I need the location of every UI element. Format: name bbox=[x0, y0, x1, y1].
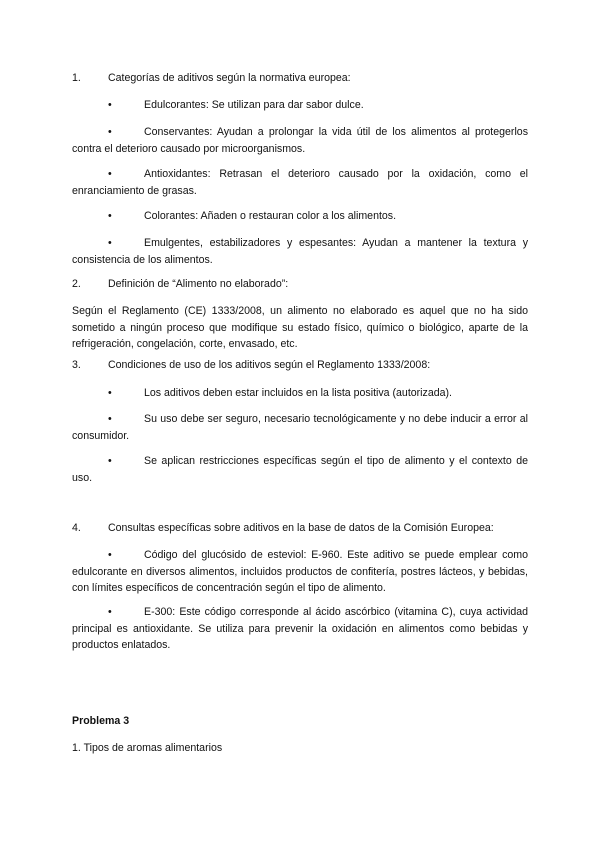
bullet-text: Su uso debe ser seguro, necesario tecnológicamente y no debe inducir a error al consumidor. bbox=[72, 413, 528, 442]
bullet-text: Colorantes: Añaden o restauran color a los alimentos. bbox=[144, 210, 397, 222]
section-3-title: Condiciones de uso de los aditivos según el Reglamento 1333/2008: bbox=[108, 359, 431, 371]
section-2-title: Definición de “Alimento no elaborado”: bbox=[108, 278, 289, 290]
section-4-bullet-1 bbox=[72, 547, 528, 597]
section-2-number: 2. bbox=[72, 278, 81, 290]
section-3-bullet-2 bbox=[72, 411, 528, 444]
bullet-text: Los aditivos deben estar incluidos en la lista positiva (autorizada). bbox=[144, 387, 452, 399]
bullet-text: Conservantes: Ayudan a prolongar la vida útil de los alimentos al protegerlos contra el deterioro causado por microorganismos. bbox=[72, 126, 528, 155]
section-4-heading bbox=[72, 520, 528, 537]
section-4-number: 4. bbox=[72, 522, 81, 534]
bullet-icon: • bbox=[108, 549, 112, 561]
section-1-bullet-3 bbox=[72, 166, 528, 199]
section-1-bullet-5 bbox=[72, 235, 528, 268]
section-1-bullet-1 bbox=[72, 97, 528, 114]
section-4-bullet-2 bbox=[72, 604, 528, 654]
problem-3-item-1: 1. Tipos de aromas alimentarios bbox=[72, 742, 223, 754]
section-3-bullet-1 bbox=[72, 385, 528, 402]
bullet-text: Antioxidantes: Retrasan el deterioro causado por la oxidación, como el enranciamiento de grasas. bbox=[72, 168, 528, 197]
section-4-title: Consultas específicas sobre aditivos en la base de datos de la Comisión Europea: bbox=[108, 522, 494, 534]
bullet-icon: • bbox=[108, 387, 112, 399]
section-2-heading bbox=[72, 276, 528, 293]
bullet-text: Código del glucósido de esteviol: E-960. Este aditivo se puede emplear como edulcorante en diversos alimentos, incluidos productos de confitería, postres lácteos, y bebidas, con límites específicos de concentración según el tipo de alimento. bbox=[72, 549, 528, 594]
bullet-text: Se aplican restricciones específicas según el tipo de alimento y el contexto de uso. bbox=[72, 455, 528, 484]
section-2-paragraph: Según el Reglamento (CE) 1333/2008, un alimento no elaborado es aquel que no ha sido sometido a ningún proceso que modifique su estado físico, químico o biológico, aparte de la refrigeración, congelación, corte, envasado, etc. bbox=[72, 305, 528, 350]
bullet-icon: • bbox=[108, 210, 112, 222]
section-1-title: Categorías de aditivos según la normativa europea: bbox=[108, 72, 351, 84]
bullet-text: Emulgentes, estabilizadores y espesantes: Ayudan a mantener la textura y consistencia de los alimentos. bbox=[72, 237, 528, 266]
bullet-icon: • bbox=[108, 99, 112, 111]
bullet-icon: • bbox=[108, 168, 112, 180]
section-3-bullet-3 bbox=[72, 453, 528, 486]
section-3-heading bbox=[72, 357, 528, 374]
bullet-icon: • bbox=[108, 126, 112, 138]
bullet-icon: • bbox=[108, 413, 112, 425]
section-1-heading bbox=[72, 70, 528, 87]
bullet-icon: • bbox=[108, 606, 112, 618]
bullet-icon: • bbox=[108, 237, 112, 249]
bullet-text: Edulcorantes: Se utilizan para dar sabor dulce. bbox=[144, 99, 364, 111]
problem-3-heading: Problema 3 bbox=[72, 715, 130, 727]
section-1-bullet-4 bbox=[72, 208, 528, 225]
section-1-number: 1. bbox=[72, 72, 81, 84]
section-3-number: 3. bbox=[72, 359, 81, 371]
section-1-bullet-2 bbox=[72, 124, 528, 157]
bullet-text: E-300: Este código corresponde al ácido ascórbico (vitamina C), cuya actividad principal es antioxidante. Se utiliza para prevenir la oxidación en alimentos como bebidas y productos enlatados. bbox=[72, 606, 528, 651]
bullet-icon: • bbox=[108, 455, 112, 467]
